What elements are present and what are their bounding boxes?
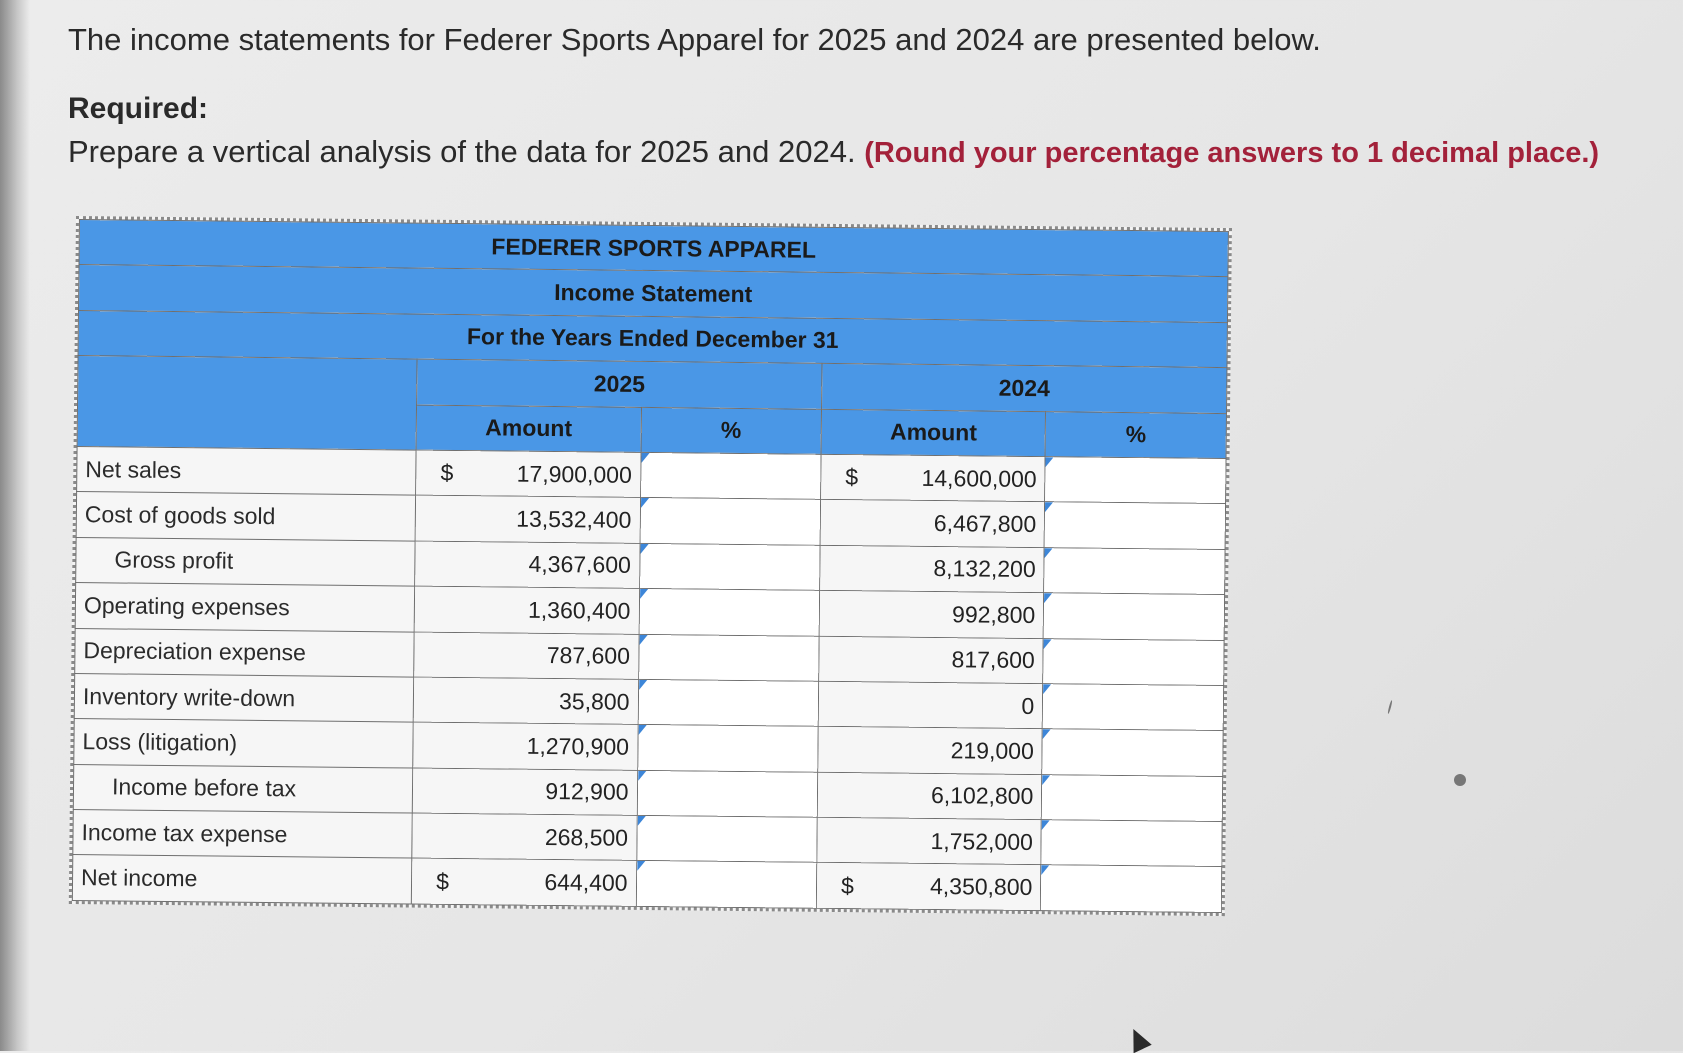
amount-2025-cell xyxy=(414,632,639,680)
amount-2025-header: Amount xyxy=(416,405,641,453)
row-label: Inventory write-down xyxy=(74,673,414,722)
amount-2025-cell xyxy=(413,677,638,725)
company-name: FEDERER SPORTS APPAREL xyxy=(79,220,1228,277)
amount-2025-cell xyxy=(412,768,637,816)
currency-symbol: $ xyxy=(845,463,859,490)
row-label: Cost of goods sold xyxy=(76,492,416,541)
pct-2025-cell[interactable] xyxy=(636,861,817,908)
pct-2025-cell[interactable] xyxy=(637,725,818,772)
pct-2024-cell[interactable] xyxy=(1043,638,1224,685)
amount-2024-cell xyxy=(820,545,1045,593)
pct-2024-cell[interactable] xyxy=(1041,865,1222,912)
year-2024-header: 2024 xyxy=(822,363,1227,413)
pct-2024-input[interactable] xyxy=(1053,457,1221,504)
statement-title: Income Statement xyxy=(79,265,1228,322)
pct-2025-cell[interactable] xyxy=(639,589,820,636)
pct-2025-cell[interactable] xyxy=(640,452,821,499)
income-statement-table xyxy=(72,219,1229,913)
pct-2024-input[interactable] xyxy=(1051,729,1219,776)
pct-2025-cell[interactable] xyxy=(636,815,817,862)
amount-2024-cell xyxy=(818,681,1043,729)
amount-value: 644,400 xyxy=(544,869,628,897)
row-label: Depreciation expense xyxy=(75,628,415,677)
pct-2025-cell[interactable] xyxy=(638,679,819,726)
instruction-text xyxy=(68,132,1599,173)
row-label: Loss (litigation) xyxy=(74,719,414,768)
pct-2025-input[interactable] xyxy=(646,679,814,726)
amount-value: 13,532,400 xyxy=(516,505,632,533)
amount-2025-cell xyxy=(415,495,640,543)
amount-2024-cell xyxy=(816,863,1041,911)
pct-2025-input[interactable] xyxy=(646,725,814,772)
amount-2024-cell xyxy=(819,636,1044,684)
amount-value: 992,800 xyxy=(951,601,1036,628)
pct-2024-input[interactable] xyxy=(1052,547,1220,594)
currency-symbol: $ xyxy=(436,868,450,895)
instruction-main: Prepare a vertical analysis of the data for 2025 and 2024. xyxy=(68,134,856,169)
amount-value: 4,367,600 xyxy=(528,551,632,579)
pct-2025-input[interactable] xyxy=(648,498,816,545)
amount-value: 787,600 xyxy=(546,642,631,670)
amount-value: 268,500 xyxy=(544,823,629,851)
amount-2025-cell xyxy=(414,586,639,634)
pct-2025-cell[interactable] xyxy=(638,634,819,681)
pct-2025-cell[interactable] xyxy=(640,498,821,545)
pct-2024-input[interactable] xyxy=(1049,865,1217,912)
amount-2025-cell xyxy=(416,450,641,498)
amount-value: 0 xyxy=(1021,692,1035,719)
pct-2024-input[interactable] xyxy=(1050,820,1218,867)
photo-edge-shadow xyxy=(0,0,30,1051)
amount-2025-cell xyxy=(412,859,637,907)
amount-value: 4,350,800 xyxy=(929,873,1033,901)
photo-speck xyxy=(1387,700,1393,714)
amount-2024-cell xyxy=(817,772,1042,820)
pct-2024-input[interactable] xyxy=(1051,684,1219,731)
amount-2024-cell xyxy=(819,590,1044,638)
pct-2024-input[interactable] xyxy=(1052,593,1220,640)
pct-2025-input[interactable] xyxy=(649,452,817,499)
pct-2025-input[interactable] xyxy=(644,861,812,908)
intro-text: The income statements for Federer Sports Apparel for 2025 and 2024 are presented below. xyxy=(68,22,1321,57)
amount-value: 1,360,400 xyxy=(527,596,631,624)
amount-value: 17,900,000 xyxy=(516,460,632,488)
mouse-cursor-icon xyxy=(1124,1025,1151,1053)
amount-value: 817,600 xyxy=(951,646,1035,674)
photo-speck xyxy=(1454,774,1466,786)
amount-value: 6,467,800 xyxy=(933,510,1037,538)
pct-2024-cell[interactable] xyxy=(1044,547,1225,594)
amount-value: 219,000 xyxy=(950,737,1034,765)
amount-2025-cell xyxy=(415,541,640,589)
currency-symbol: $ xyxy=(440,459,454,486)
pct-2025-cell[interactable] xyxy=(637,770,818,817)
row-label: Operating expenses xyxy=(75,583,415,632)
amount-value: 6,102,800 xyxy=(930,782,1034,810)
pct-2024-cell[interactable] xyxy=(1042,729,1223,776)
amount-value: 35,800 xyxy=(558,687,630,715)
pct-2025-input[interactable] xyxy=(645,770,813,817)
amount-value: 14,600,000 xyxy=(921,464,1037,492)
currency-symbol: $ xyxy=(840,872,855,899)
pct-2025-cell[interactable] xyxy=(639,543,820,590)
pct-2025-input[interactable] xyxy=(647,634,815,681)
pct-2025-input[interactable] xyxy=(645,815,813,862)
pct-2024-cell[interactable] xyxy=(1044,593,1225,640)
pct-2024-cell[interactable] xyxy=(1042,774,1223,821)
year-2025-header: 2025 xyxy=(417,359,822,409)
row-label: Gross profit xyxy=(76,537,416,586)
statement-period: For the Years Ended December 31 xyxy=(78,310,1227,367)
pct-2024-input[interactable] xyxy=(1050,774,1218,821)
pct-2025-input[interactable] xyxy=(647,589,815,636)
pct-2025-header: % xyxy=(641,407,822,454)
required-heading: Required: xyxy=(68,92,209,125)
amount-2024-cell xyxy=(818,727,1043,775)
row-label: Income tax expense xyxy=(73,810,413,859)
pct-2024-cell[interactable] xyxy=(1045,457,1226,504)
income-statement-worksheet xyxy=(69,216,1232,916)
instruction-emphasis: (Round your percentage answers to 1 decimal place.) xyxy=(864,137,1600,169)
pct-2024-cell[interactable] xyxy=(1041,820,1222,867)
pct-2024-input[interactable] xyxy=(1053,502,1221,549)
amount-value: 1,752,000 xyxy=(930,827,1034,855)
amount-2025-cell xyxy=(412,813,637,861)
amount-value: 8,132,200 xyxy=(933,555,1036,583)
amount-2024-cell xyxy=(820,500,1045,548)
pct-2024-input[interactable] xyxy=(1052,638,1220,685)
amount-2024-cell xyxy=(821,454,1046,502)
amount-2024-cell xyxy=(817,817,1042,865)
row-label: Net income xyxy=(72,855,412,904)
header-blank-cell xyxy=(77,356,417,450)
pct-2025-input[interactable] xyxy=(648,543,816,590)
pct-2024-cell[interactable] xyxy=(1044,502,1225,549)
row-label: Income before tax xyxy=(73,764,413,813)
row-label: Net sales xyxy=(77,446,417,495)
amount-2024-header: Amount xyxy=(821,409,1046,457)
pct-2024-header: % xyxy=(1045,411,1226,458)
pct-2024-cell[interactable] xyxy=(1043,684,1224,731)
amount-value: 912,900 xyxy=(545,778,629,806)
amount-value: 1,270,900 xyxy=(526,732,630,760)
amount-2025-cell xyxy=(413,722,638,770)
